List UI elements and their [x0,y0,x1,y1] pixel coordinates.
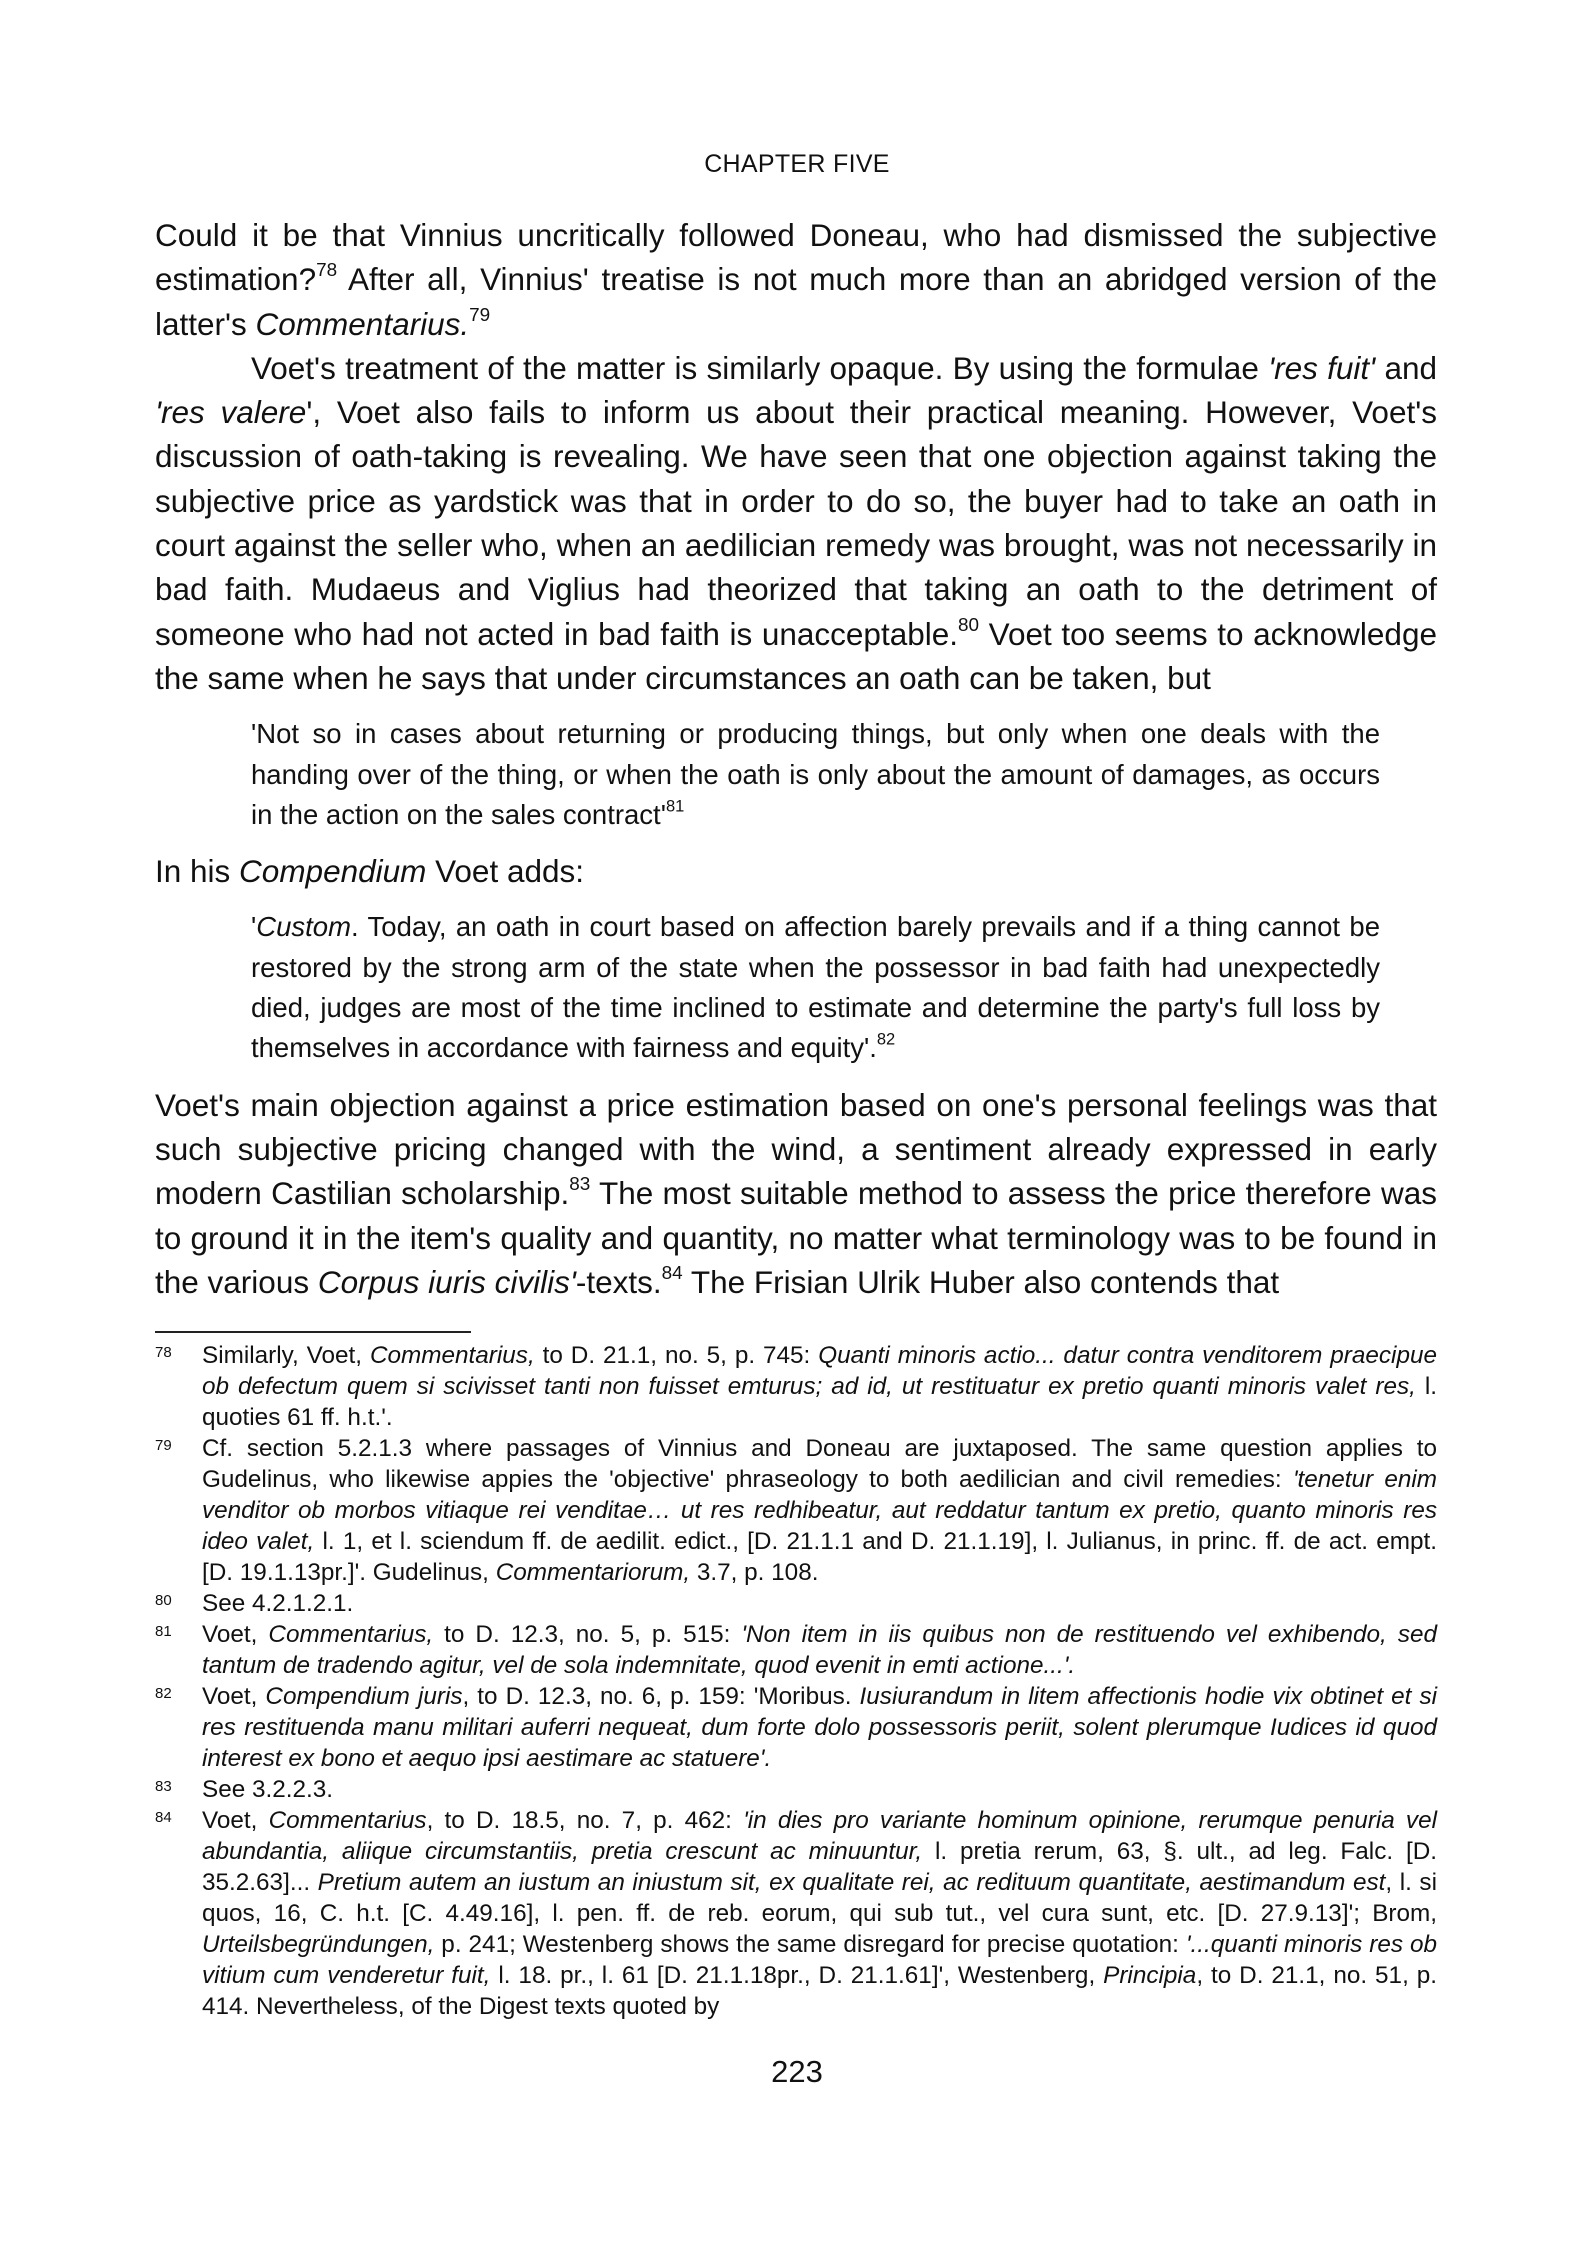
italic-text-run: Pretium autem an iustum an iniustum sit, ex qualitate rei, ac redituum quantitate, aestimandum est [317,1869,1386,1896]
footnote-reference[interactable]: 82 [876,1030,896,1049]
text-run: Voet's treatment of the matter is similarly opaque. By using the formulae [251,349,1269,386]
text-run: The most suitable method to assess the price therefore was to ground it in the item's quality and quantity, no matter what terminology was to be found in the various [155,1175,1437,1300]
footnote-separator-rule [155,1331,471,1333]
footnotes [155,1340,1437,2022]
footnote-number: 80 [155,1592,172,1609]
footnote-82 [155,1681,1437,1774]
footnote-number: 83 [155,1778,172,1795]
footnote-text [202,1805,1437,2022]
footnote-81 [155,1619,1437,1681]
italic-text-run: Iusiurandum in litem affectionis hodie vix obtinet et si res restituenda manu militari auferri nequeat, dum forte dolo possessoris periit, solent plerumque Iudices id quod interest ex bono et aequo ipsi aestimare ac statuere'. [202,1683,1437,1772]
italic-text-run: 'res fuit' [1268,349,1376,386]
text-run: , to D. 18.5, no. 7, p. 462: [426,1807,744,1834]
italic-text-run: 'in dies pro variante hominum opinione, rerumque penuria vel abundantia, aliique circumstantiis, pretia crescunt ac minuuntur, [202,1807,1437,1865]
text-run: Voet, [202,1621,269,1648]
body-paragraph [155,1083,1437,1304]
body-paragraph [155,213,1437,346]
text-run: to D. 21.1, no. 5, p. 745: [534,1342,819,1369]
body-paragraph [155,346,1437,700]
text-run: After all, Vinnius' treatise is not much more than an abridged version of the latter's [155,261,1437,342]
italic-text-run: Commentarius. [255,305,470,342]
page-number: 223 [771,2054,823,2089]
text-run: Could it be that Vinnius uncritically followed Doneau, who had dismissed the subjective estimation? [155,217,1437,298]
text-run: 'Not so in cases about returning or producing things, but only when one deals with the handing over of the thing, or when the oath is only about the amount of damages, as occurs in the action on the sales contract' [251,718,1380,830]
footnote-79 [155,1433,1437,1588]
text-run: . Today, an oath in court based on affection barely prevails and if a thing cannot be restored by the strong arm of the state when the possessor in bad faith had unexpectedly died, judges are most of the time inclined to estimate and determine the party's full loss by themselves in accordance with fairness and equity'. [251,911,1380,1064]
text-run: ' [251,911,257,943]
italic-text-run: Corpus iuris civilis' [317,1263,576,1300]
italic-text-run: Commentarius, [268,1621,434,1648]
italic-text-run: Compendium juris [265,1683,463,1710]
footnote-text [202,1619,1437,1681]
text-run: ', Voet also fails to inform us about their practical meaning. However, Voet's discussion of oath-taking is revealing. We have seen that one objection against taking the subjective price as yardstick was that in order to do so, the buyer had to take an oath in court against the seller who, when an aedilician remedy was brought, was not necessarily in bad faith. Mudaeus and Viglius had theorized that taking an oath to the detriment of someone who had not acted in bad faith is unacceptable. [155,394,1437,652]
footnote-reference[interactable]: 80 [958,614,980,636]
footnote-number: 84 [155,1809,172,1826]
text-run: Similarly, Voet, [202,1342,370,1369]
footnote-text [202,1588,1437,1619]
block-quote [251,714,1380,835]
text-run: , l. si quos, 16, C. h.t. [C. 4.49.16], l. pen. ff. de reb. eorum, qui sub tut., vel cura sunt, etc. [D. 27.9.13]'; Brom, [202,1869,1437,1927]
italic-text-run: Commentarius, [369,1342,535,1369]
text-run: l. quoties 61 ff. h.t.'. [202,1373,1437,1431]
text-run: -texts. [575,1263,662,1300]
footnote-number: 82 [155,1685,172,1702]
text-run: In his [155,853,240,890]
italic-text-run: 'tenetur enim venditor ob morbos vitiaque rei venditae… ut res redhibeatur, aut reddatur tantum ex pretio, quanto minoris res ideo valet, [202,1466,1437,1555]
footnote-number: 79 [155,1437,172,1454]
italic-text-run: Principia [1103,1962,1197,1989]
text-run: Cf. section 5.2.1.3 where passages of Vinnius and Doneau are juxtaposed. The same question applies to Gudelinus, who likewise appies the 'objective' phraseology to both aedilician and civil remedies: [202,1435,1437,1493]
footnote-text [202,1681,1437,1774]
footnote-reference[interactable]: 84 [661,1262,683,1284]
text-run: 3.7, p. 108. [690,1559,819,1586]
text-run: Voet too seems to acknowledge the same when he says that under circumstances an oath can be taken, but [155,615,1437,696]
footnote-text [202,1340,1437,1433]
text-run: l. 1, et l. sciendum ff. de aedilit. edict., [D. 21.1.1 and D. 21.1.19], l. Julianus, in princ. ff. de act. empt. [D. 19.1.13pr.]'. Gudelinus, [202,1528,1437,1586]
italic-text-run: Compendium [239,853,427,890]
text-run: p. 241; Westenberg shows the same disregard for precise quotation: [434,1931,1186,1958]
footnote-reference[interactable]: 83 [569,1174,591,1196]
italic-text-run: Commentarius [268,1807,427,1834]
footnote-text [202,1774,1437,1805]
text-run: Voet adds: [426,853,585,890]
body-paragraph [155,849,1437,893]
text-run: l. pretia rerum, 63, §. ult., ad leg. Falc. [D. 35.2.63]... [202,1838,1438,1896]
body-text [155,213,1437,1304]
footnote-number: 81 [155,1623,172,1640]
footnote-80 [155,1588,1437,1619]
text-run: and [1375,349,1438,386]
text-run: , to D. 21.1, no. 51, p. 414. Nevertheless, of the Digest texts quoted by [202,1962,1438,2020]
text-run: to D. 12.3, no. 5, p. 515: [433,1621,742,1648]
italic-text-run: Quanti minoris actio... datur contra venditorem praecipue ob defectum quem si scivisset tanti non fuisset emturus; ad id, ut restituatur ex pretio quanti minoris valet res, [202,1342,1437,1400]
text-run: Voet, [202,1807,269,1834]
italic-text-run: Commentariorum, [495,1559,691,1586]
footnote-83 [155,1774,1437,1805]
footnote-78 [155,1340,1437,1433]
running-head: CHAPTER FIVE [704,150,890,178]
italic-text-run: '...quanti minoris res ob vitium cum venderetur fuit, [202,1931,1437,1989]
footnote-84 [155,1805,1437,2022]
text-run: , to D. 12.3, no. 6, p. 159: 'Moribus. [462,1683,860,1710]
block-quote [251,907,1380,1068]
text-run: The Frisian Ulrik Huber also contends that [682,1263,1280,1300]
italic-text-run: 'Non item in iis quibus non de restituendo vel exhibendo, sed tantum de tradendo agitur, vel de sola indemnitate, quod evenit in emti actione...'. [202,1621,1437,1679]
italic-text-run: Custom [256,911,352,943]
text-run: l. 18. pr., l. 61 [D. 21.1.18pr., D. 21.1.61]', Westenberg, [490,1962,1104,1989]
italic-text-run: 'res valere [155,394,307,431]
italic-text-run: Urteilsbegründungen, [202,1931,435,1958]
text-run: See 4.2.1.2.1. [202,1590,354,1617]
text-run: See 3.2.2.3. [202,1776,334,1803]
text-run: Voet, [202,1683,266,1710]
footnote-text [202,1433,1437,1588]
footnote-reference[interactable]: 78 [316,260,338,282]
footnote-number: 78 [155,1344,172,1361]
footnote-reference[interactable]: 79 [469,304,491,326]
footnote-reference[interactable]: 81 [665,797,685,816]
text-run: Voet's main objection against a price estimation based on one's personal feelings was that such subjective pricing changed with the wind, a sentiment already expressed in early modern Castilian scholarship. [155,1086,1437,1212]
